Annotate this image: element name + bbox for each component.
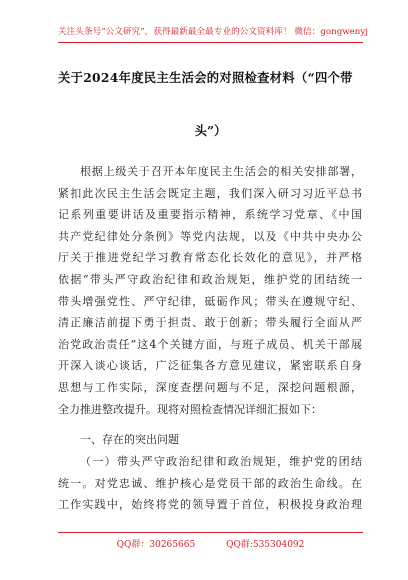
paragraph-line: 开深入谈心谈话，广泛征集各方意见建议，紧密联系自身 xyxy=(58,359,362,373)
paragraph-line: 紧扣此次民主生活会既定主题，我们深入研习习近平总书 xyxy=(58,186,362,200)
paragraph-line: 记系列重要讲话及重要指示精神，系统学习党章、《中国 xyxy=(58,208,362,222)
paragraph-line: 清正廉洁前提下勇于担责、敢于创新；带头履行全面从严 xyxy=(58,316,362,330)
paragraph-line: 思想与工作实际，深度查摆问题与不足，深挖问题根源， xyxy=(58,380,362,394)
section-heading: 一、存在的突出问题 xyxy=(80,433,179,446)
header-divider xyxy=(58,42,363,43)
paragraph-line: 根据上级关于召开本年度民主生活会的相关安排部署， xyxy=(80,165,362,178)
paragraph-line: 共产党纪律处分条例》等党内法规，以及《中共中央办公 xyxy=(58,229,362,243)
header-banner: 关注头条号“公文研究”，获得最新最全最专业的公文资料库！ 微信：gongwenyj xyxy=(58,27,368,37)
section-paragraph xyxy=(58,451,362,516)
paragraph-line: 厅关于推进党纪学习教育常态化长效化的意见》，并严格 xyxy=(58,251,362,265)
footer-qq-group-2: QQ群:535304092 xyxy=(226,540,305,550)
paragraph-line: 统一。对党忠诚、维护核心是党员干部的政治生命线。在 xyxy=(58,476,362,490)
paragraph-line: （一）带头严守政治纪律和政治规矩，维护党的团结 xyxy=(80,455,362,468)
intro-paragraph xyxy=(58,161,362,420)
footer-qq-group-1: QQ群：30265665 xyxy=(116,540,196,550)
footer-contacts xyxy=(58,537,363,550)
document-title-line-1: 关于2024年度民主生活会的对照检查材料（“四个带 xyxy=(58,70,353,85)
paragraph-line: 治党政治责任”这4个关键方面，与班子成员、机关干部展 xyxy=(58,337,362,351)
paragraph-line: 依据“带头严守政治纪律和政治规矩，维护党的团结统一 xyxy=(58,272,362,286)
paragraph-line: 带头增强党性、严守纪律，砥砺作风；带头在遵规守纪、 xyxy=(58,294,362,308)
paragraph-line: 全力推进整改提升。现将对照检查情况详细汇报如下： xyxy=(58,402,322,416)
document-title-line-2: 头”） xyxy=(194,123,227,138)
paragraph-line: 工作实践中，始终将党的领导置于首位，积极投身政治理 xyxy=(58,498,362,512)
footer-divider xyxy=(58,532,363,533)
